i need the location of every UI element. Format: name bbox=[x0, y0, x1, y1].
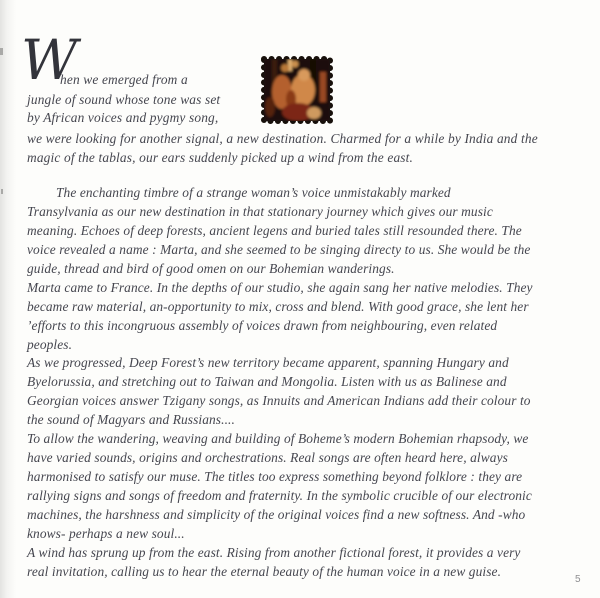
body-text bbox=[27, 185, 533, 583]
text-line: real invitation, calling us to hear the eternal beauty of the human voice in a new guise. bbox=[27, 563, 502, 579]
text-line: have varied sounds, origins and orchestrations. Real songs are often heard here, always bbox=[27, 450, 508, 466]
text-line: Marta came to France. In the depths of our studio, she again sang her native melodies. They bbox=[27, 279, 533, 295]
opening-line: we were looking for another signal, a new destination. Charmed for a while by India and the bbox=[27, 131, 538, 146]
text-line: A wind has sprung up from the east. Rising from another fictional forest, it provides a very bbox=[27, 544, 521, 560]
text-line: the sound of Magyars and Russians.... bbox=[27, 412, 235, 428]
page-number: 5 bbox=[575, 574, 581, 585]
text-line: machines, the harshness and simplicity of the original voices find a new softness. And -who bbox=[27, 506, 526, 522]
text-line: voice revealed a name : Marta, and she seemed to be singing directy to us. She would be the bbox=[27, 241, 531, 257]
text-line: knows- perhaps a new soul... bbox=[27, 525, 185, 541]
text-line: became raw material, an-opportunity to mix, cross and blend. With good grace, she lent her bbox=[27, 298, 529, 314]
opening-line: hen we emerged from a bbox=[60, 72, 188, 87]
opening-line: by African voices and pygmy song, bbox=[27, 110, 219, 125]
drop-cap-w: W bbox=[21, 28, 76, 92]
text-line: guide, thread and bird of good omen on our Bohemian wanderings. bbox=[27, 260, 395, 276]
text-line: peoples. bbox=[27, 336, 73, 352]
text-line: Georgian voices answer Tzigany songs, as Innuits and American Indians add their colour to bbox=[27, 393, 531, 409]
text-line: ’efforts to this incongruous assembly of voices drawn from neighbouring, even related bbox=[27, 317, 498, 333]
text-line: harmonised to satisfy our muse. The titles too express something beyond folklore : they are bbox=[27, 469, 523, 485]
scan-edge-mark bbox=[1, 189, 3, 194]
stamp-figures bbox=[264, 59, 330, 121]
text-line: The enchanting timbre of a strange woman’s voice unmistakably marked bbox=[56, 185, 451, 200]
stamp-photo bbox=[258, 52, 336, 128]
text-line: As we progressed, Deep Forest’s new territory became apparent, spanning Hungary and bbox=[27, 355, 509, 371]
page-left-edge-shadow bbox=[0, 0, 16, 598]
text-line: Transylvania as our new destination in that stationary journey which gives our music bbox=[27, 203, 493, 219]
text-line: To allow the wandering, weaving and building of Boheme’s modern Bohemian rhapsody, we bbox=[27, 431, 529, 447]
text-line: rallying signs and songs of freedom and fraternity. In the symbolic crucible of our electronic bbox=[27, 488, 532, 503]
opening-line: jungle of sound whose tone was set bbox=[27, 92, 221, 107]
text-line: meaning. Echoes of deep forests, ancient legens and buried tales still resounded there. The bbox=[27, 222, 522, 238]
text-line: Byelorussia, and stretching out to Taiwan and Mongolia. Listen with us as Balinese and bbox=[27, 374, 507, 390]
scan-edge-mark bbox=[0, 48, 3, 55]
opening-line: magic of the tablas, our ears suddenly picked up a wind from the east. bbox=[27, 150, 414, 165]
